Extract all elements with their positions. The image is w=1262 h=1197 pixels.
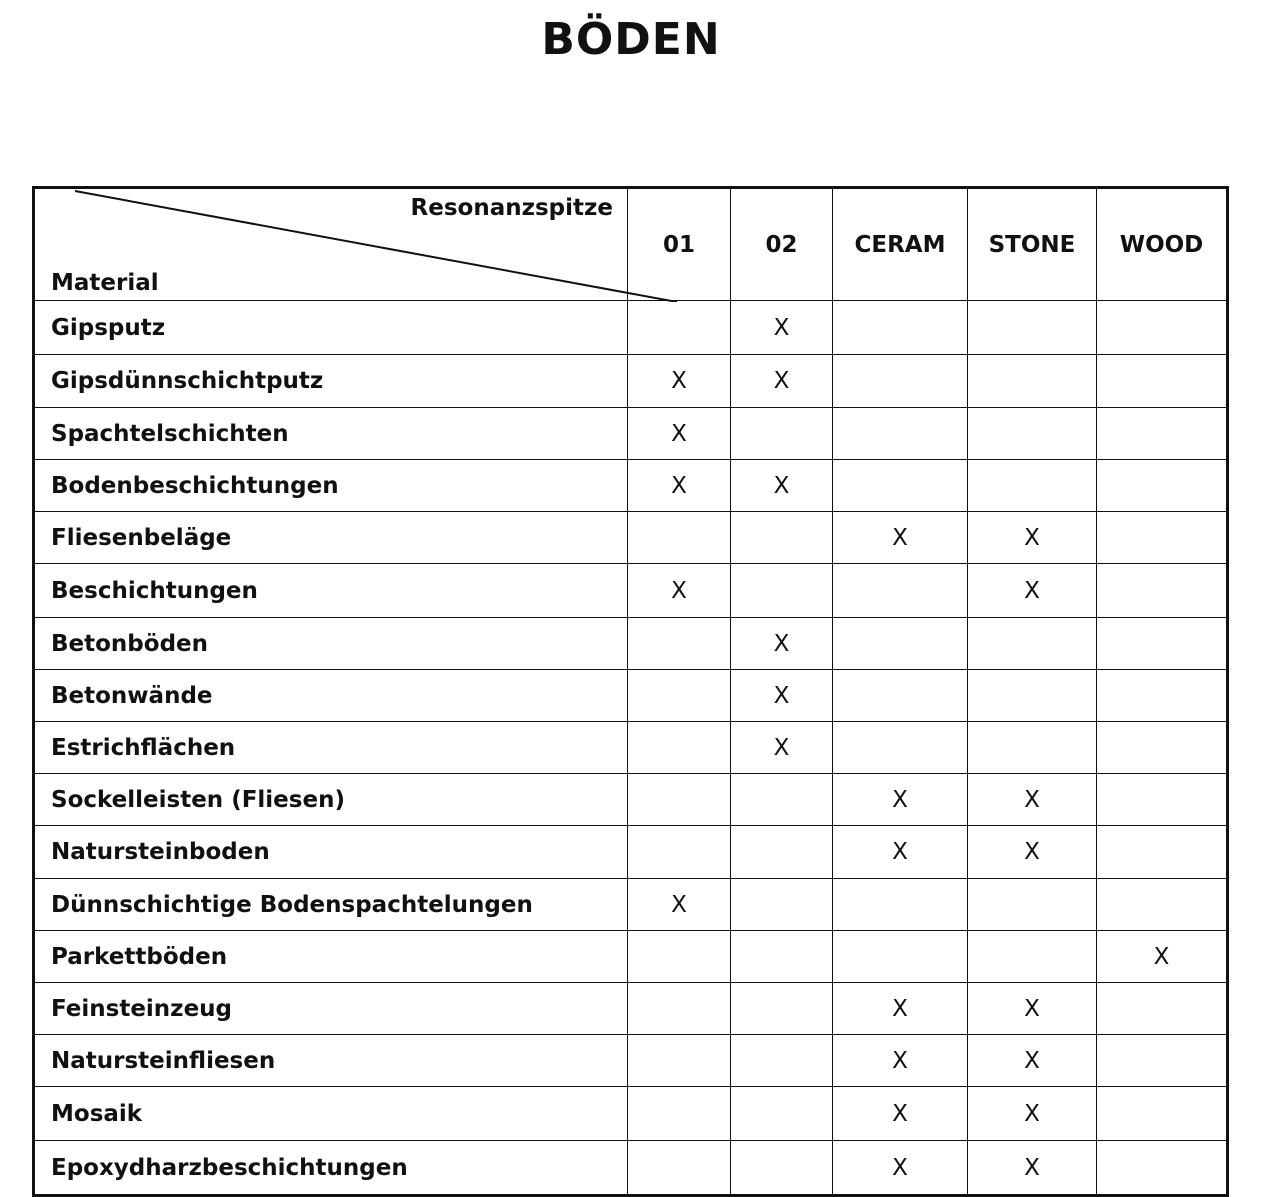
material-name-cell: Natursteinboden	[34, 826, 628, 879]
column-header-wood: WOOD	[1097, 188, 1228, 301]
mark-cell-02: X	[731, 301, 833, 355]
material-name-cell: Dünnschichtige Bodenspachtelungen	[34, 879, 628, 931]
table-row	[34, 512, 1228, 564]
mark-cell-wood	[1097, 670, 1228, 722]
table-row	[34, 1035, 1228, 1087]
mark-cell-02: X	[731, 460, 833, 512]
mark-cell-stone: X	[968, 1141, 1097, 1196]
material-name-cell: Estrichflächen	[34, 722, 628, 774]
mark-cell-02	[731, 879, 833, 931]
mark-cell-01	[628, 826, 731, 879]
table-row	[34, 1087, 1228, 1141]
mark-cell-02	[731, 1035, 833, 1087]
mark-cell-02	[731, 931, 833, 983]
mark-cell-ceram	[833, 931, 968, 983]
mark-cell-wood	[1097, 408, 1228, 460]
material-name-cell: Betonwände	[34, 670, 628, 722]
mark-cell-01: X	[628, 564, 731, 618]
mark-cell-wood	[1097, 512, 1228, 564]
material-label: Material	[51, 270, 159, 296]
mark-cell-stone	[968, 618, 1097, 670]
material-name-cell: Gipsputz	[34, 301, 628, 355]
table-row	[34, 774, 1228, 826]
mark-cell-02: X	[731, 670, 833, 722]
material-name-cell: Mosaik	[34, 1087, 628, 1141]
table-row	[34, 460, 1228, 512]
table-row	[34, 355, 1228, 408]
mark-cell-01	[628, 1141, 731, 1196]
mark-cell-02: X	[731, 618, 833, 670]
mark-cell-ceram	[833, 460, 968, 512]
mark-cell-stone	[968, 301, 1097, 355]
mark-cell-stone: X	[968, 983, 1097, 1035]
mark-cell-stone	[968, 408, 1097, 460]
mark-cell-01	[628, 1035, 731, 1087]
mark-cell-02	[731, 774, 833, 826]
resonance-peak-label: Resonanzspitze	[410, 195, 613, 221]
mark-cell-01	[628, 618, 731, 670]
mark-cell-wood: X	[1097, 931, 1228, 983]
mark-cell-stone	[968, 931, 1097, 983]
column-header-01: 01	[628, 188, 731, 301]
mark-cell-01	[628, 931, 731, 983]
table-row	[34, 826, 1228, 879]
table-row	[34, 618, 1228, 670]
mark-cell-ceram: X	[833, 774, 968, 826]
mark-cell-02	[731, 983, 833, 1035]
page-title: BÖDEN	[541, 14, 721, 65]
material-name-cell: Natursteinfliesen	[34, 1035, 628, 1087]
mark-cell-01	[628, 512, 731, 564]
corner-header-cell	[34, 188, 628, 301]
mark-cell-01	[628, 301, 731, 355]
mark-cell-stone: X	[968, 512, 1097, 564]
material-name-cell: Beschichtungen	[34, 564, 628, 618]
mark-cell-02	[731, 826, 833, 879]
mark-cell-01: X	[628, 460, 731, 512]
mark-cell-01: X	[628, 879, 731, 931]
mark-cell-02	[731, 512, 833, 564]
mark-cell-stone	[968, 355, 1097, 408]
material-name-cell: Sockelleisten (Fliesen)	[34, 774, 628, 826]
mark-cell-ceram: X	[833, 983, 968, 1035]
mark-cell-stone	[968, 670, 1097, 722]
mark-cell-wood	[1097, 879, 1228, 931]
mark-cell-wood	[1097, 1087, 1228, 1141]
material-resonance-table	[32, 186, 1229, 1197]
mark-cell-01	[628, 722, 731, 774]
mark-cell-02: X	[731, 355, 833, 408]
material-name-cell: Epoxydharzbeschichtungen	[34, 1141, 628, 1196]
mark-cell-02	[731, 564, 833, 618]
mark-cell-ceram	[833, 879, 968, 931]
material-name-cell: Betonböden	[34, 618, 628, 670]
material-name-cell: Feinsteinzeug	[34, 983, 628, 1035]
table-row	[34, 722, 1228, 774]
mark-cell-02	[731, 408, 833, 460]
mark-cell-01: X	[628, 408, 731, 460]
mark-cell-01	[628, 983, 731, 1035]
material-name-cell: Bodenbeschichtungen	[34, 460, 628, 512]
table-row	[34, 670, 1228, 722]
material-name-cell: Gipsdünnschichtputz	[34, 355, 628, 408]
column-header-stone: STONE	[968, 188, 1097, 301]
table-row	[34, 301, 1228, 355]
table-row	[34, 879, 1228, 931]
mark-cell-ceram: X	[833, 826, 968, 879]
table-row	[34, 931, 1228, 983]
mark-cell-ceram	[833, 618, 968, 670]
mark-cell-ceram: X	[833, 1035, 968, 1087]
column-header-ceram: CERAM	[833, 188, 968, 301]
mark-cell-wood	[1097, 826, 1228, 879]
mark-cell-stone: X	[968, 564, 1097, 618]
mark-cell-02: X	[731, 722, 833, 774]
mark-cell-stone	[968, 460, 1097, 512]
material-name-cell: Parkettböden	[34, 931, 628, 983]
table-row	[34, 408, 1228, 460]
mark-cell-wood	[1097, 1035, 1228, 1087]
mark-cell-stone: X	[968, 1087, 1097, 1141]
mark-cell-stone	[968, 722, 1097, 774]
mark-cell-wood	[1097, 1141, 1228, 1196]
mark-cell-02	[731, 1087, 833, 1141]
mark-cell-ceram	[833, 355, 968, 408]
mark-cell-wood	[1097, 301, 1228, 355]
material-name-cell: Spachtelschichten	[34, 408, 628, 460]
table-row	[34, 564, 1228, 618]
mark-cell-ceram	[833, 670, 968, 722]
mark-cell-wood	[1097, 722, 1228, 774]
mark-cell-01	[628, 1087, 731, 1141]
mark-cell-wood	[1097, 564, 1228, 618]
mark-cell-stone	[968, 879, 1097, 931]
mark-cell-wood	[1097, 355, 1228, 408]
mark-cell-01	[628, 670, 731, 722]
table-row	[34, 983, 1228, 1035]
mark-cell-01	[628, 774, 731, 826]
table-row	[34, 1141, 1228, 1196]
mark-cell-ceram	[833, 722, 968, 774]
column-header-02: 02	[731, 188, 833, 301]
mark-cell-ceram: X	[833, 512, 968, 564]
mark-cell-01: X	[628, 355, 731, 408]
mark-cell-ceram	[833, 564, 968, 618]
mark-cell-wood	[1097, 983, 1228, 1035]
mark-cell-stone: X	[968, 826, 1097, 879]
mark-cell-wood	[1097, 460, 1228, 512]
header-row	[34, 188, 1228, 301]
mark-cell-wood	[1097, 774, 1228, 826]
mark-cell-stone: X	[968, 774, 1097, 826]
mark-cell-wood	[1097, 618, 1228, 670]
mark-cell-ceram	[833, 408, 968, 460]
mark-cell-ceram: X	[833, 1087, 968, 1141]
mark-cell-02	[731, 1141, 833, 1196]
mark-cell-ceram: X	[833, 1141, 968, 1196]
mark-cell-stone: X	[968, 1035, 1097, 1087]
mark-cell-ceram	[833, 301, 968, 355]
material-name-cell: Fliesenbeläge	[34, 512, 628, 564]
